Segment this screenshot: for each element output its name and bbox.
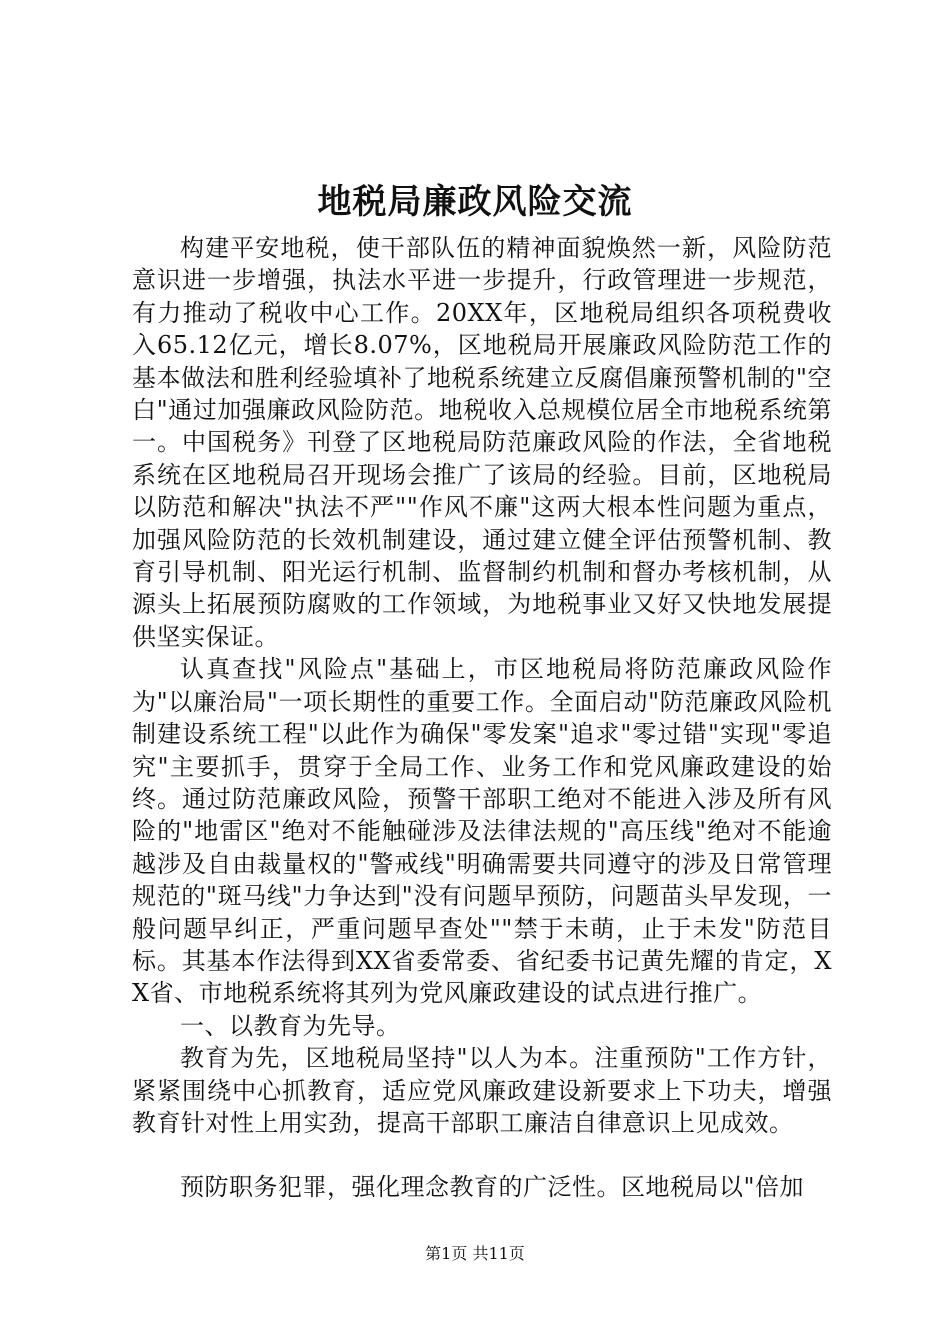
document-body <box>132 232 832 1204</box>
paragraph-1: 构建平安地税，使干部队伍的精神面貌焕然一新，风险防范意识进一步增强，执法水平进一步提升，行政管理进一步规范，有力推动了税收中心工作。20XX年，区地税局组织各项税费收入65.12亿元，增长8.07%，区地税局开展廉政风险防范工作的基本做法和胜利经验填补了地税系统建立反腐倡廉预警机制的"空白"通过加强廉政风险防范。地税收入总规模位居全市地税系统第一。中国税务》刊登了区地税局防范廉政风险的作法，全省地税系统在区地税局召开现场会推广了该局的经验。目前，区地税局以防范和解决"执法不严""作风不廉"这两大根本性问题为重点，加强风险防范的长效机制建设，通过建立健全评估预警机制、教育引导机制、阳光运行机制、监督制约机制和督办考核机制，从源头上拓展预防腐败的工作领域，为地税事业又好又快地发展提供坚实保证。 <box>132 234 832 651</box>
paragraph-4: 预防职务犯罪，强化理念教育的广泛性。区地税局以"倍加 <box>180 1173 805 1202</box>
paragraph-2: 认真查找"风险点"基础上，市区地税局将防范廉政风险作为"以廉治局"一项长期性的重要工作。全面启动"防范廉政风险机制建设系统工程"以此作为确保"零发案"追求"零过错"实现"零追究"主要抓手，贯穿于全局工作、业务工作和党风廉政建设的始终。通过防范廉政风险，预警干部职工绝对不能进入涉及所有风险的"地雷区"绝对不能触碰涉及法律法规的"高压线"绝对不能逾越涉及自由裁量权的"警戒线"明确需要共同遵守的涉及日常管理规范的"斑马线"力争达到"没有问题早预防，问题苗头早发现，一般问题早纠正，严重问题早查处""禁于未萌，止于未发"防范目标。其基本作法得到XX省委常委、省纪委书记黄先耀的肯定，XX省、市地税系统将其列为党风廉政建设的试点进行推广。 <box>132 655 832 1008</box>
paragraph-3: 教育为先，区地税局坚持"以人为本。注重预防"工作方针，紧紧围绕中心抓教育，适应党风廉政建设新要求上下功夫，增强教育针对性上用实劲，提高干部职工廉洁自律意识上见成效。 <box>132 1044 832 1137</box>
page-footer: 第1页 共11页 <box>425 1244 525 1263</box>
section-heading: 一、以教育为先导。 <box>180 1011 401 1040</box>
paragraph-gap <box>132 1139 832 1171</box>
document-title: 地税局廉政风险交流 <box>317 182 633 222</box>
